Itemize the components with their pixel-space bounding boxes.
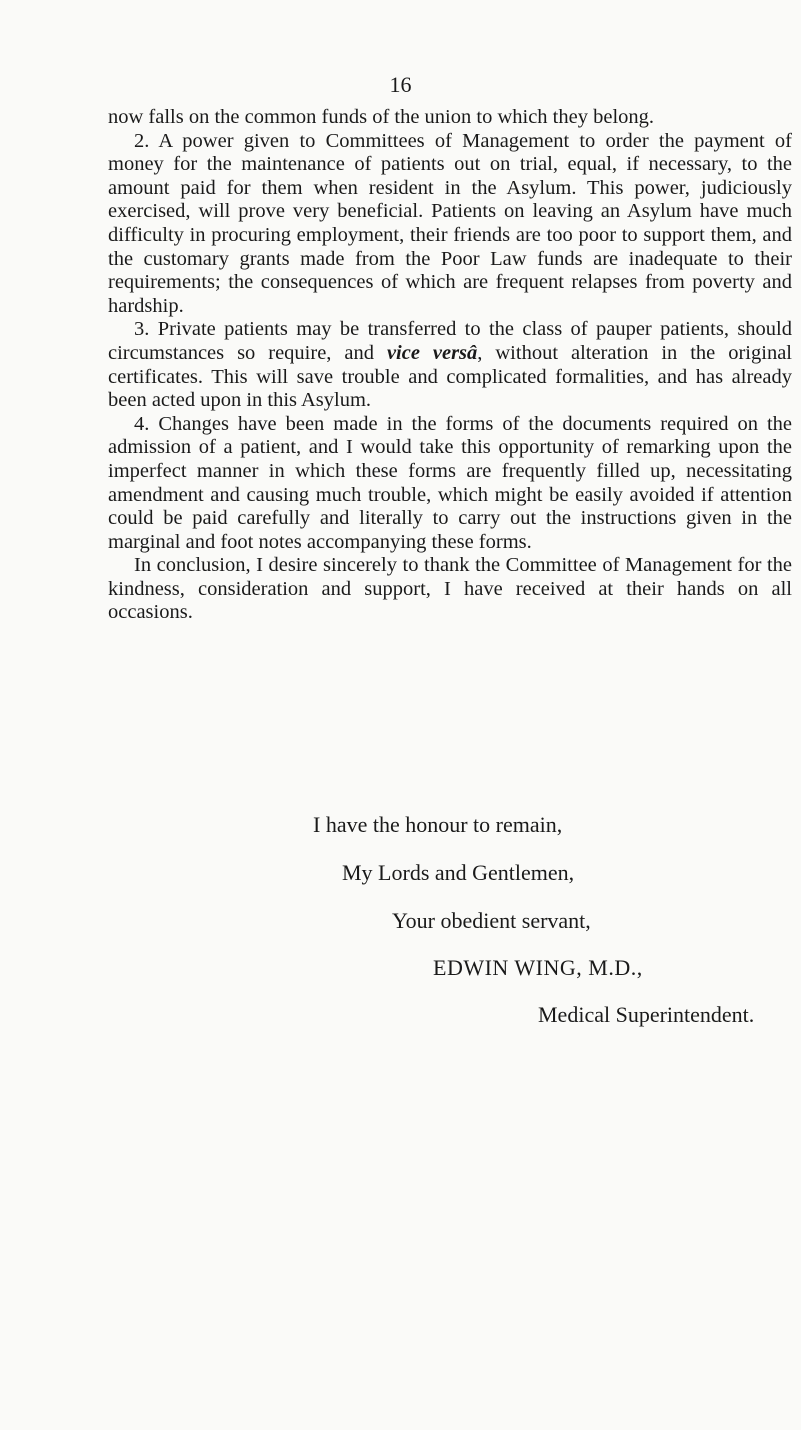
paragraph-4: 4. Changes have been made in the forms of the documents required on the admission of a patient, and I would take this opportunity of remarking upon the imperfect manner in which these forms are frequently filled up, necessitating amendment and causing much trouble, which might be easily avoided if attention could be paid carefully and literally to carry out the instructions given in the marginal and foot notes accompanying these forms.	[108, 412, 792, 553]
paragraph-2: 2. A power given to Committees of Management to order the payment of money for the maintenance of patients out on trial, equal, if necessary, to the amount paid for them when resident in the Asylum. This power, judiciously exercised, will prove very beneficial. Patients on leaving an Asylum have much difficulty in procuring employment, their friends are too poor to support them, and the customary grants made from the Poor Law funds are inadequate to their requirements; the consequences of which are frequent relapses from poverty and hardship.	[108, 129, 792, 317]
paragraph-3-text-start: 3. Private patients may be transferred to the class of pauper patients, should circumstances so require, and	[108, 318, 792, 364]
conclusion-paragraph: In conclusion, I desire sincerely to thank the Committee of Management for the kindness, consideration and support, I have received at their hands on all occasions.	[108, 554, 792, 624]
continuation-paragraph: now falls on the common funds of the union to which they belong.	[108, 106, 655, 128]
signature-title: Medical Superintendent.	[538, 1002, 755, 1027]
closing-line-salutation: My Lords and Gentlemen,	[342, 860, 575, 885]
signature-name: EDWIN WING, M.D.,	[433, 955, 643, 980]
closing-line-servant: Your obedient servant,	[392, 908, 591, 933]
letter-body	[108, 106, 792, 625]
paragraph-3	[108, 318, 792, 412]
closing-line-honour: I have the honour to remain,	[313, 812, 563, 837]
vice-versa-emphasis: vice versâ	[386, 341, 478, 364]
page-number: 16	[389, 72, 412, 97]
paragraph-3-text-end: , without alteration in the original certificates. This will save trouble and complicated formalities, and has already been acted upon in this Asylum.	[108, 341, 792, 412]
